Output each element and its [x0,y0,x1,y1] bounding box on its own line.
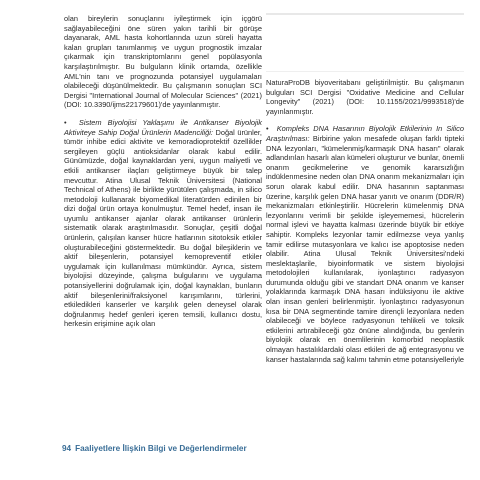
footer-title: Faaliyetlere İlişkin Bilgi ve Değerlendirmeler [75,444,247,453]
bullet-marker: • [64,117,79,127]
paragraph-natural-products-body: Doğal ürünler, tümör inhibe edici aktivite ve kemoradioprotektif özellikler sergileyen güçlü antioksidanlar olarak kabul edilir. Günümüzde, doğal kaynaklardan yeni, uygun maliyetli ve etkili antikanser ilaçları geliştirmeye büyük bir talep mevcuttur. Atina Ulusal Teknik Üniversitesi (National Technical of Athens) ile birlikte yürütülen çalışmada, in silico metodoloji kullanarak biyomedikal literatürden edinilen bir dizi doğal ürün ortaya konulmuştur. Temel hedef, insan ile uyumlu antikanser ajanlar olarak antikanser ürünlerin sistematik olarak araştırılmasıdır. Sonuçlar, çeşitli doğal ürünlerin, çalışılan kanser hücre hatlarının sitotoksik etkiler oluşturabileceğini göstermektedir. Bu doğal bileşiklerin ve aktif bileşenlerin, potansiyel kemopreventif etkiler uygulamak için kullanılması mümkündür. Ayrıca, sistem biyolojisi düzeyinde, çalışma bulgularını ve uygulama potansiyellerini doğrulamak için, doğal kaynakları, bunların aktif bileşenlerini/fraksiyonel karışımlarını, türlerini, etkiledikleri kanserler ve karşılık gelen deneysel olarak doğrulanmış hedef genleri içeren temsili, kullanıcı dostu, herkesin erişimine açık olan [64,127,262,329]
divider [266,71,464,72]
section-heading-dna-damage: Kompleks DNA Hasarının Biyolojik Etkilerinin In Silico Araştırılması: [266,124,464,143]
page-footer [62,444,247,453]
paragraph-dna-damage [266,124,464,364]
paragraph-aml: olan bireylerin sonuçlarını iyileştirmek için içgörü sağlayabileceğini öne süren yakın tarihli bir görüşe dayanarak, AML hasta kohortlarında uzun süreli hayatta kalan grupları tanımlanmış ve uygun prognostik imzalar çıkarmak için transkriptomlarını genel popülasyonla karşılaştırılmıştır. Bu bulguların klinik ortamda, özellikle AML'nin tanı ve prognozunda potansiyel uygulamaları olabileceği düşünülmektedir. Bu çalışmanın sonuçları SCI Dergisi "International Journal of Molecular Sciences" (2021) (DOI: 10.3390/ijms22179601)'de yayınlanmıştır. [64,14,262,110]
right-column [266,78,464,372]
page-number: 94 [62,444,72,453]
divider [266,13,464,15]
paragraph-natural-products [64,118,262,329]
paragraph-dna-damage-body: Birbirine yakın mesafede oluşan farklı tipteki DNA lezyonları, "kümelenmiş/karmaşık DNA hasarı" olarak adlandırılan hasarlı alan kümeleri oluşturur ve bunlar, önemli onarım gecikmelerine ve genomik kararsızlığın indüklenmesine neden olan DNA onarım mekanizmaları için sorun olarak kabul edilir. DNA hasarının saptanması üzerine, karşılık gelen DNA hasar yanıtı ve onarım (DDR/R) mekanizmaları etkinleştirilir. Hücrelerin kümelenmiş DNA lezyonlarını verimli bir şekilde işleyememesi, hücrelerin normal işlevi ve hayatta kalması üzerinde büyük bir etkiye sahiptir. Kompleks lezyonlar tamir edilmezse veya yanlış tamir edilirse mutasyonlara ve kalıcı ise apoptosise neden olabilir. Atina Ulusal Teknik Üniversitesi'ndeki meslektaşlarile, biyoinformatik ve sistem biyolojisi metodolojileri kullanılarak, iyonlaştırıcı radyasyon durumunda olduğu gibi ve standart DNA onarım ve kanser yolaklarında karmaşık DNA hasarı indüksiyonu ile aktive olan insan genleri belirlenmiştir. İyonlaştırıcı radyasyonun kısa bir DNA segmentinde tamire dirençli lezyonlara neden olabileceği ve böylece radyasyonun tehlikeli ve toksik etkilerini artırabileceği göz önüne alındığında, bu genlerin biyolojik olarak en önemlilerinin komorbid neoplastik olmayan hastalıklardaki olası etkileri de ağ entegrasyonu ve kanser hastalarında sağ kalımı tahmin etme potansiyelleriyle [266,133,465,364]
paragraph-naturaprodb: NaturaProDB biyoveritabanı geliştirilmiştir. Bu çalışmanın bulguları SCI Dergisi "Oxidative Medicine and Cellular Longevity" (2021) (DOI: 10.1155/2021/9993518)'de yayınlanmıştır. [266,78,464,116]
section-heading-natural-products: Sistem Biyolojisi Yaklaşımı ile Antikanser Biyolojik Aktiviteye Sahip Doğal Ürünlerin Madenciliği: [64,117,262,137]
bullet-marker: • [266,124,277,134]
left-column [64,14,262,337]
top-rule-area [266,13,464,73]
